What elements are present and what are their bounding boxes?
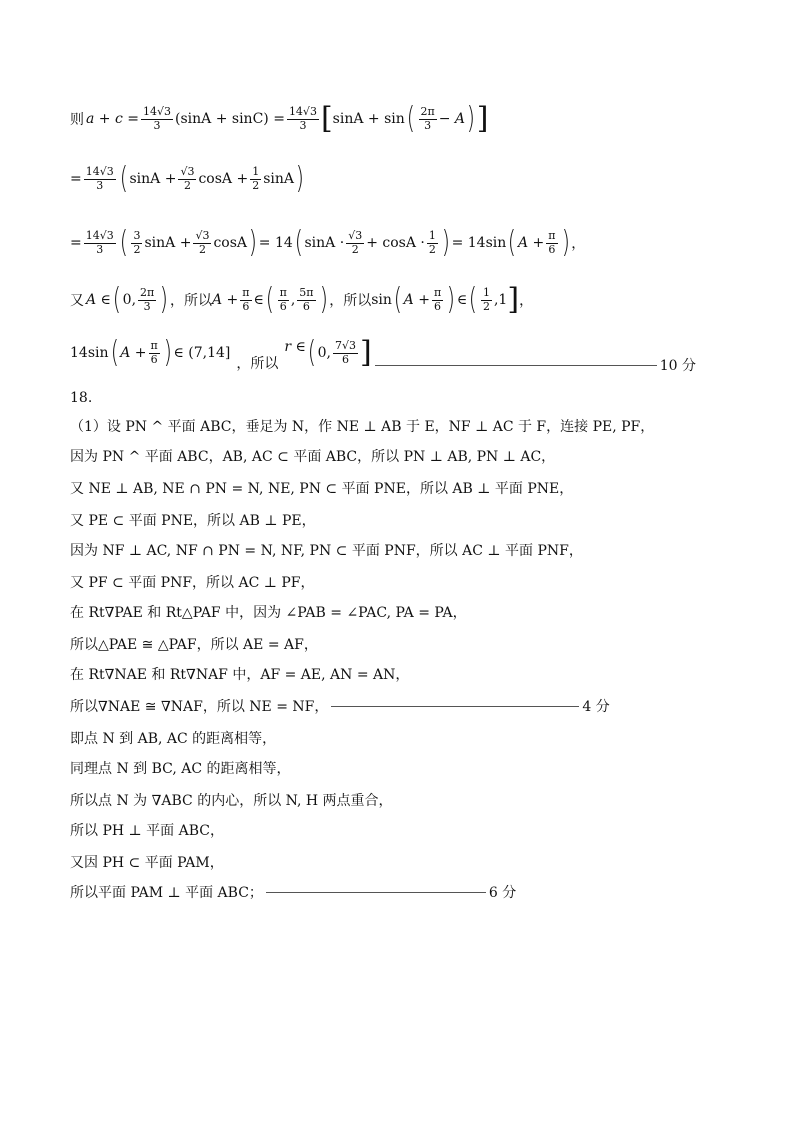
denominator: 2 [183,178,191,192]
math: sin [371,292,392,308]
fraction [141,106,173,132]
text: 又 [70,293,84,309]
math: ∈ [456,292,468,308]
math: sinA + [129,171,177,187]
numerator: √3 [348,228,363,242]
proof-line [70,510,316,530]
proof-line [70,634,318,654]
score-label: 10 分 [659,358,696,374]
numerator: π [279,285,287,299]
left-paren: ( [119,161,128,196]
proof-line [70,540,583,560]
math: cosA [213,235,248,251]
denominator: 6 [548,242,556,256]
proof-line [70,478,573,498]
fraction [84,230,116,256]
proof-text: 又 PE ⊂ 平面 PNE，所以 AB ⊥ PE， [70,513,316,529]
numerator: 7√3 [334,338,356,352]
math: = [70,171,82,187]
fraction [250,166,261,192]
numerator: π [548,228,556,242]
score-leader [328,696,609,716]
dash-line [331,706,579,707]
score-label: 6 分 [488,885,517,901]
math: ∈ (7,14] [173,345,231,361]
equation-line-3 [70,225,586,260]
proof-line [70,820,224,840]
right-bracket: ] [360,335,372,370]
fraction [131,230,142,256]
fraction [427,230,438,256]
right-paren: ) [466,101,475,136]
proof-text: （1）设 PN ^ 平面 ABC，垂足为 N，作 NE ⊥ AB 于 E，NF ⊥ AC 于 F，连接 PE, PF， [70,419,655,435]
left-paren: ( [508,225,517,260]
fraction [193,230,211,256]
fraction [546,230,557,256]
left-paren: ( [112,282,121,317]
text: ，所以 [329,293,372,309]
score-leader [372,355,696,375]
equation-line-4: 又 A ∈ ( 0, $\frac{2\pi}{3}$ ) ，所以 A + $\frac{\pi}{6}$ ∈ ( $\frac{\pi}{6}$ , $\frac{5\pi}{6}$ ) ，所以 sin ( A + $\frac{\pi}{6}$ ) ∈ ( $\frac{1}{2}$ ,1 ] ， [70,282,534,317]
left-paren: ( [406,101,415,136]
proof-text: 所以平面 PAM ⊥ 平面 ABC； [70,885,263,901]
question-number [70,390,92,406]
right-paren: ) [441,225,450,260]
proof-text: 又 PF ⊂ 平面 PNF，所以 AC ⊥ PF， [70,575,315,591]
numerator: 14√3 [85,228,114,242]
math: = 14sin [451,235,507,251]
proof-line [70,882,516,902]
proof-line [70,758,291,778]
denominator: 6 [150,352,158,366]
numerator: π [433,285,442,299]
dash-line [266,892,486,893]
right-bracket: ] [476,101,489,136]
right-paren: ) [248,225,258,260]
proof-text: 因为 NF ⊥ AC, NF ∩ PN = N, NF, PN ⊂ 平面 PNF，所以 AC ⊥ 平面 PNF， [70,543,583,559]
proof-line [70,416,654,436]
proof-line [70,602,467,622]
text: ， [519,293,534,309]
left-bracket: [ [320,101,333,136]
numerator: √3 [195,228,210,242]
math: ,1 [493,292,508,308]
math: 0, [122,292,137,308]
denominator: 3 [299,118,307,132]
equation-line-2 [70,161,306,196]
right-paren: ) [163,335,172,370]
fraction [333,340,358,366]
left-paren: ( [393,282,402,317]
math: A ∈ [86,292,111,308]
fraction [240,287,251,313]
proof-text: 在 Rt∇PAE 和 Rt△PAF 中，因为 ∠PAB = ∠PAC, PA = PA， [70,605,467,621]
right-paren: ) [561,225,570,260]
numerator: 14√3 [288,104,317,118]
left-paren: ( [294,225,303,260]
proof-text: 所以∇NAE ≅ ∇NAF，所以 NE = NF， [70,699,329,715]
math: r ∈ [284,339,306,355]
text: ， [571,236,586,252]
fraction [178,166,196,192]
proof-line [70,572,315,592]
math: A + [403,292,430,308]
fraction [346,230,364,256]
numerator: 5π [299,285,314,299]
denominator: 3 [143,299,151,313]
fraction [287,106,319,132]
math: a + c = [86,111,139,127]
proof-line [70,728,276,748]
left-paren: ( [110,335,119,370]
denominator: 3 [96,242,104,256]
left-paren: ( [307,335,316,370]
fraction [297,287,315,313]
math: = 14 [258,235,293,251]
right-paren: ) [446,282,456,317]
proof-text: 因为 PN ^ 平面 ABC，AB, AC ⊂ 平面 ABC，所以 PN ⊥ AB, PN ⊥ AC， [70,449,556,465]
proof-line [70,446,555,466]
numerator: 14√3 [85,164,114,178]
proof-line [70,852,224,872]
right-paren: ) [295,161,304,196]
right-paren: ) [160,282,169,317]
math: + cosA · [366,235,425,251]
math: sinA [263,171,295,187]
numerator: 1 [482,285,490,299]
score-label: 4 分 [582,699,610,715]
fraction [149,340,160,366]
math: − A [438,111,466,127]
math: 14sin [70,345,109,361]
denominator: 2 [428,242,436,256]
proof-text: 在 Rt∇NAE 和 Rt∇NAF 中，AF = AE, AN = AN， [70,667,410,683]
numerator: 1 [428,228,436,242]
numerator: √3 [180,164,195,178]
denominator: 2 [482,299,490,313]
proof-text: 所以 PH ⊥ 平面 ABC， [70,823,224,839]
proof-line [70,664,409,684]
math: ∈ [253,292,264,308]
math: sinA · [304,235,345,251]
numerator: π [242,285,250,299]
numerator: 14√3 [143,104,172,118]
right-bracket: ] [507,282,520,317]
denominator: 2 [133,242,141,256]
denominator: 3 [424,118,432,132]
denominator: 2 [198,242,206,256]
equation-line-1 [70,101,489,136]
denominator: 6 [242,299,250,313]
fraction [481,287,492,313]
numerator: π [150,338,158,352]
fraction [419,106,437,132]
text: 则 [70,112,84,128]
denominator: 6 [341,352,349,366]
math: sinA + [144,235,192,251]
fraction [84,166,116,192]
denominator: 2 [252,178,260,192]
proof-line [70,696,610,716]
numerator: 2π [140,285,155,299]
score-leader [263,882,516,902]
question-18-label: 18. [70,390,93,406]
math: A + [211,292,239,308]
right-paren: ) [319,282,328,317]
dash-line [375,365,657,366]
proof-line [70,790,393,810]
left-paren: ( [119,225,128,260]
left-paren: ( [265,282,274,317]
denominator: 6 [302,299,310,313]
proof-text: 又因 PH ⊂ 平面 PAM， [70,855,224,871]
math: = [70,235,82,251]
denominator: 3 [96,178,104,192]
denominator: 6 [279,299,287,313]
numerator: 1 [252,164,260,178]
fraction [278,287,289,313]
fraction [138,287,156,313]
denominator: 2 [351,242,359,256]
numerator: 2π [420,104,435,118]
numerator: 3 [133,228,141,242]
text: ，所以 [169,293,212,309]
proof-text: 所以点 N 为 ∇ABC 的内心，所以 N, H 两点重合， [70,793,393,809]
denominator: 6 [434,299,442,313]
proof-text: 同理点 N 到 BC, AC 的距离相等， [70,761,291,777]
fraction [432,287,443,313]
proof-text: 所以△PAE ≅ △PAF，所以 AE = AF， [70,637,318,653]
proof-text: 即点 N 到 AB, AC 的距离相等， [70,731,277,747]
denominator: 3 [153,118,161,132]
equation-line-5 [70,335,696,374]
left-paren: ( [469,282,478,317]
math: (sinA + sinC) = [175,111,285,127]
math: cosA + [198,171,249,187]
math: A + [517,235,545,251]
math: sinA + sin [332,111,405,127]
text: ，所以 [236,356,279,372]
math: A + [120,345,147,361]
proof-text: 又 NE ⊥ AB, NE ∩ PN = N, NE, PN ⊂ 平面 PNE，所以 AB ⊥ 平面 PNE， [70,481,574,497]
math: 0, [317,345,331,361]
